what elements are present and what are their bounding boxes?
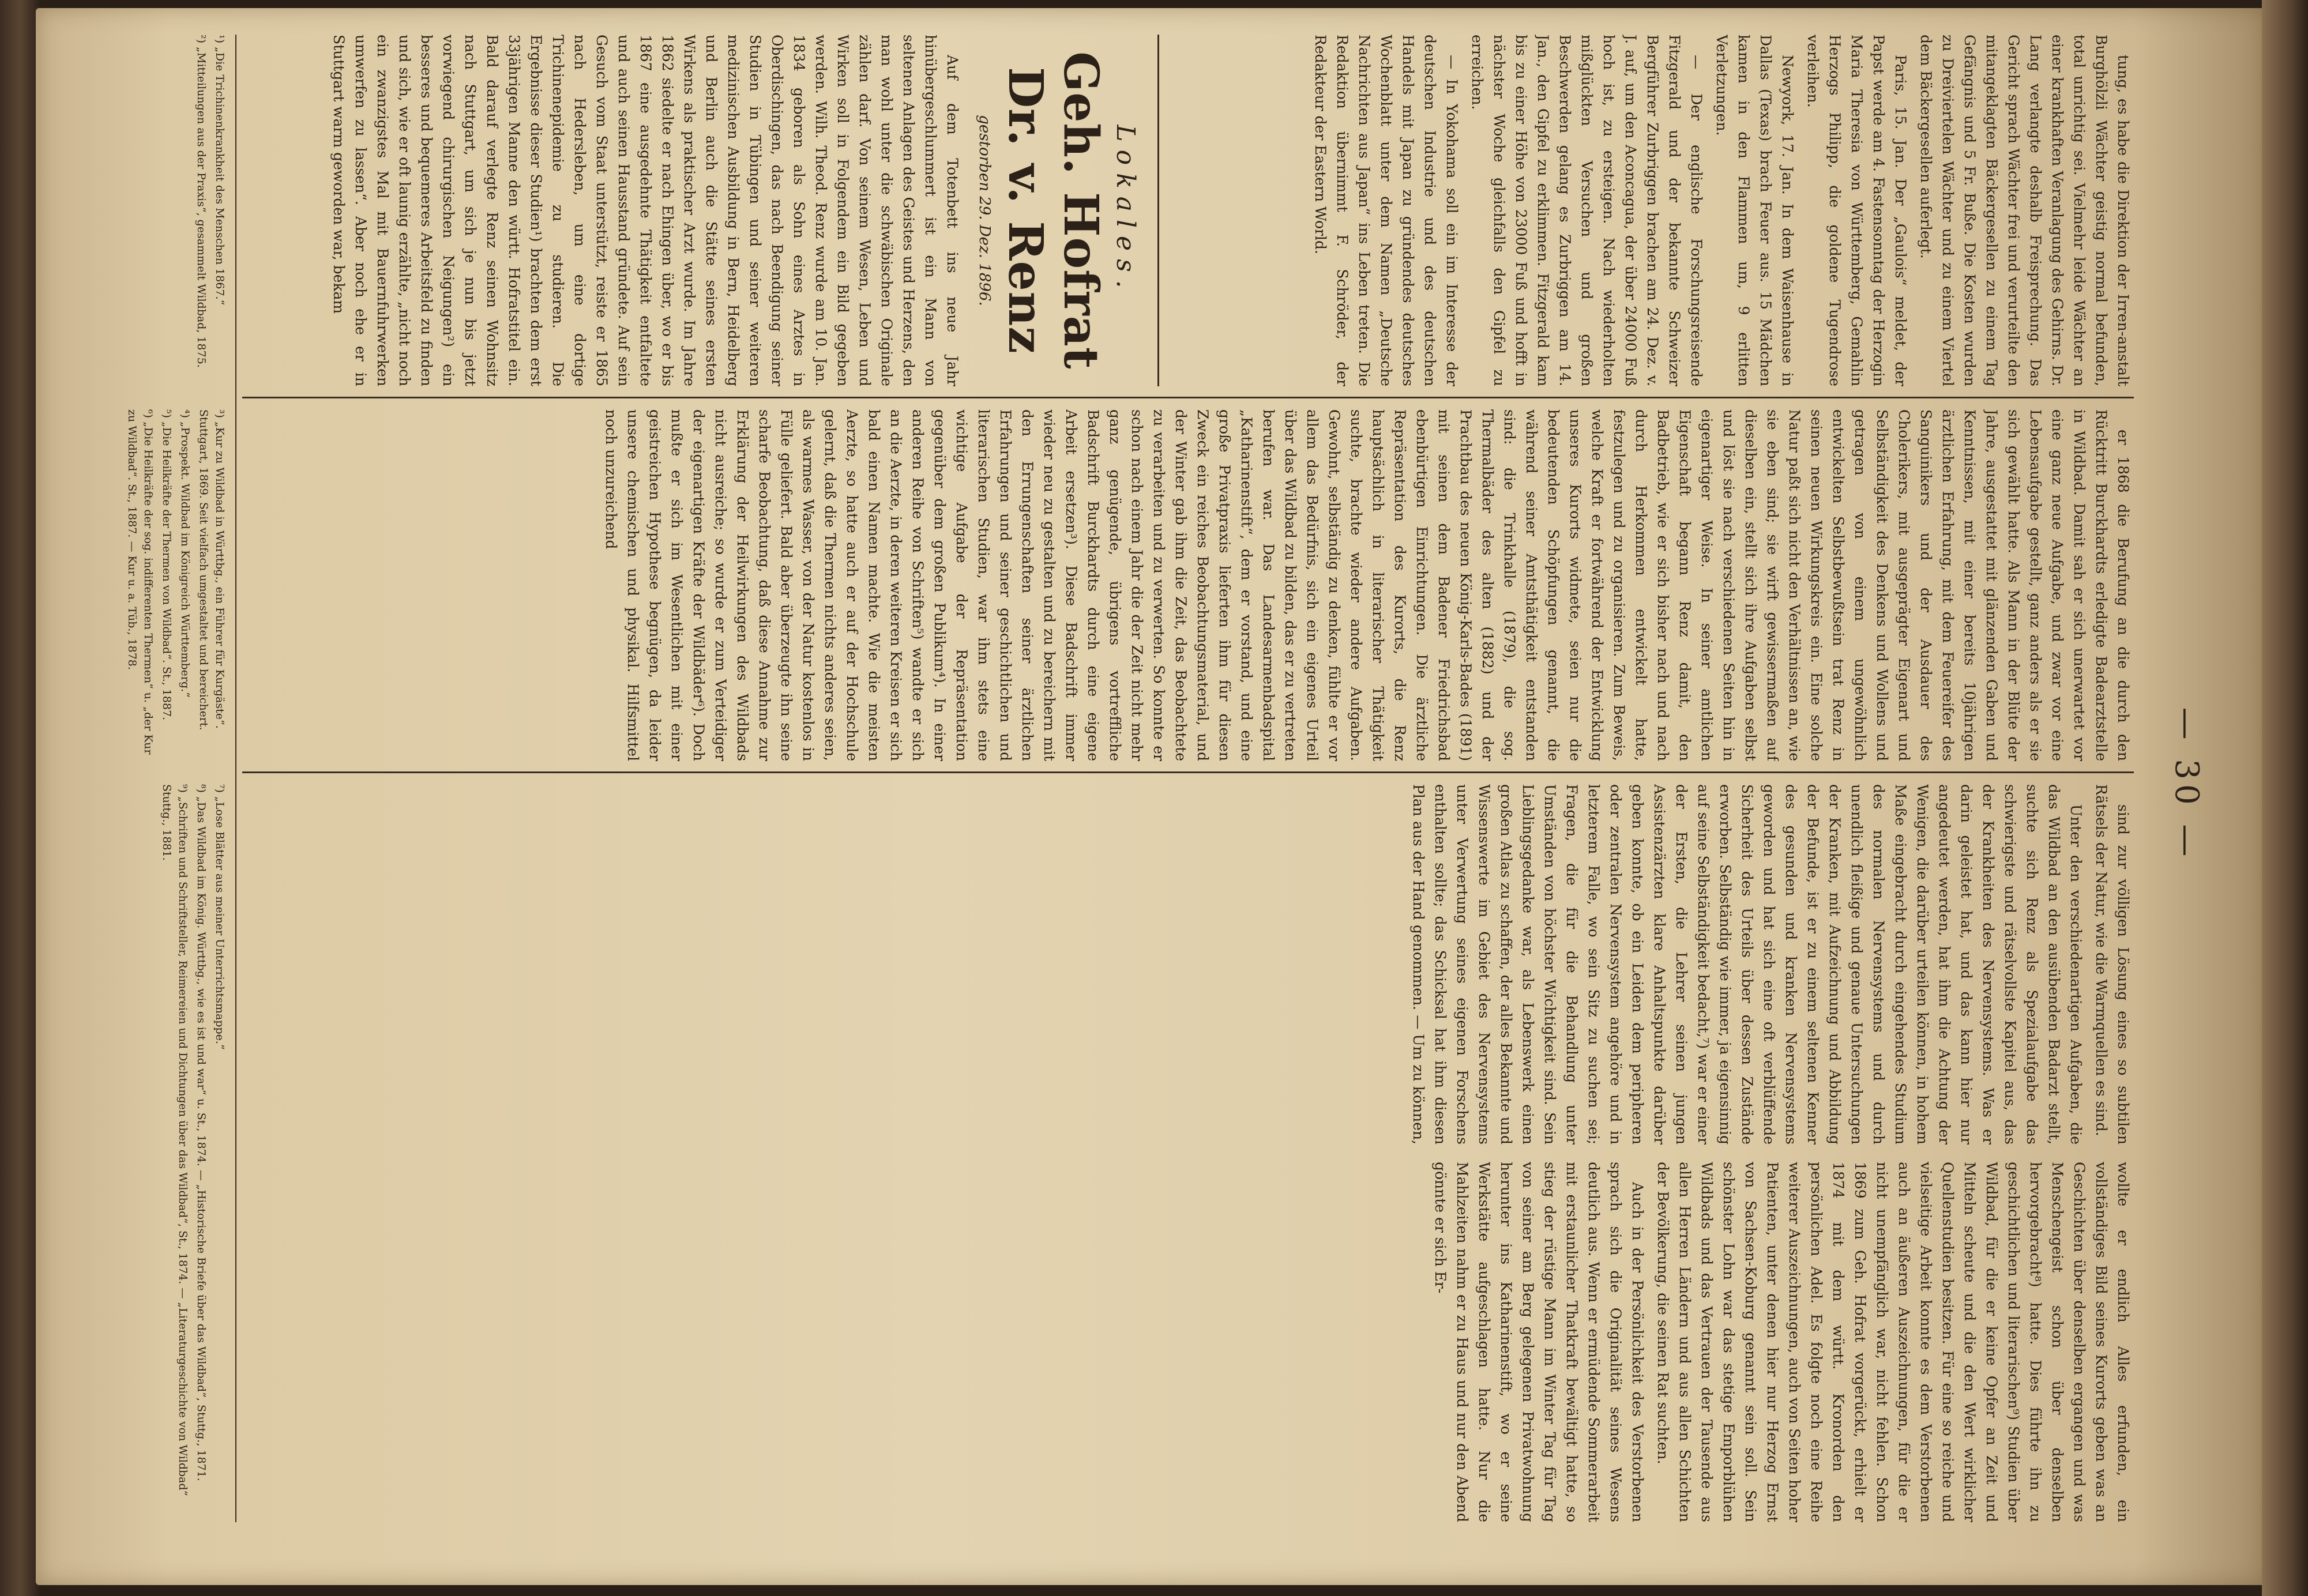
footnote: ⁹) „Schriften und Schriftsteller, Reimereien und Dichtungen über das Wildbad“, St., 1874. — „Literaturgeschichte von Wildbad“ Stuttg., 1881. (160, 784, 189, 1496)
column-rule-1 (242, 397, 2134, 398)
footnotes-right (156, 784, 228, 1522)
section-title: Lokales. (1111, 125, 1140, 296)
obituary-subline: gestorben 29. Dez. 1896. (976, 115, 993, 306)
footnote: ⁴) „Prospekt. Wildbad im Königreich Württemberg.“ (179, 409, 191, 698)
footnote: ⁵) „Die Heilkräfte der Thermen von Wildbad“. St., 1887. (160, 409, 173, 721)
footnote: ⁶) „Die Heilkräfte der sog. indifferenten Thermen“ u. „der Kur zu Wildbad“. St., 1887. — Kur u. a. Tüb., 1878. (126, 409, 155, 755)
paragraph: Unter den verschiedenartigen Aufgaben, die das Wildbad an den ausübenden Badarzt stellt, suchte sich Renz als Spezialaufgabe das schwierigste und rätselvollste Kapitel aus, das der Krankheiten des Nervensystems. Was er darin geleistet hat, und das kann hier nur angedeutet werden, hat ihm die Achtung der Wenigen, die darüber urteilen können, in hohem Maße eingebracht durch eingehendes Studium des normalen Nervensystems und durch unendlich fleißige und genaue Untersuchungen der Kranken, mit Aufzeichnung und Abbildung der Befunde, ist er zu einem seltenen Kenner des gesunden und kranken Nervensystems geworden und hat sich eine oft verblüffende Sicherheit des Urteils über dessen Zustände erworben. Selbständig wie immer, ja eigensinnig auf seine Selbständigkeit bedacht,⁷) war er einer der Ersten, die Lehrer seinen jungen Assistenzärzten klare Anhaltspunkte darüber geben konnte, ob ein Leiden dem peripheren oder zentralen Nervensystem angehöre und in letzterem Falle, wo sein Sitz zu suchen sei; Fragen, die für die Behandlung unter Umständen von höchster Wichtigkeit sind. Sein Lieblingsgedanke war, als Lebenswerk einen großen Atlas zu schaffen, der alles Bekannte und Wissenswerte im Gebiet des Nervensystems unter Verwertung seines eigenen Forschens enthalten sollte; das Schicksal hat ihm diesen Plan aus der Hand genommen. — Um zu können, wollte er endlich Alles erfunden, ein vollständiges Bild seines Kurorts geben was an Geschichten über denselben ergangen und was Menschengeist schon über denselben hervorgebracht⁸) hatte. Dies führte ihn zu geschichtlichen und literarischen⁹) Studien über Wildbad, für die er keine Opfer an Zeit und Mitteln scheute und die den Wert wirklicher Quellenstudien besitzen. Für eine so reiche und vielseitige Arbeit konnte es dem Verstorbenen auch an äußeren Auszeichnungen, für die er nicht unempfänglich war, nicht fehlen. Schon 1869 zum Geh. Hofrat vorgerückt, erhielt er 1874 mit dem württ. Kronorden den persönlichen Adel. Es folgte noch eine Reihe weiterer Auszeichnungen, auch von Seiten hoher Patienten, unter denen hier nur Herzog Ernst von Sachsen-Koburg genannt sein soll. Sein schönster Lohn war das stetige Emporblühen Wildbads und das Vertrauen der Tausende aus allen Herren Ländern und aus allen Schichten der Bevölkerung, die seinen Rat suchten. (1410, 784, 2132, 1522)
rotated-text-sheet (52, 12, 2220, 1557)
paragraph: sind zur völligen Lösung eines so subtilen Rätsels der Natur, wie die Warmquellen es sind. (2093, 784, 2132, 1145)
paragraph: tung, es habe die Direktion der Irren-anstalt Burghölzli Wächter geistig normal befunden, total unrichtig sei. Vielmehr leide Wächter an einer krankhaften Veranlagung des Gehirns. Dr. Lang verlangte deshalb Freisprechung. Das Gericht sprach Wächter frei und verurteilte den mitangeklagten Bäckergesellen zu einem Tag Gefängnis und 5 Fr. Buße. Die Kosten wurden zu Dreiviertelen Wächter und zu einem Viertel dem Bäckergesellen auferlegt. (1918, 35, 2132, 386)
paragraph: Newyork, 17. Jan. In dem Waisenhause in Dallas (Texas) brach Feuer aus. 15 Mädchen kamen in den Flammen um, 9 erlitten Verletzungen. (1713, 35, 1796, 386)
footnote: ³) „Kur zu Wildbad in Württbg., ein Führer für Kurgäste“. Stuttgart, 1869. Seit vielfach umgestaltet und bereichert. (197, 409, 226, 731)
book-binding (0, 0, 40, 1596)
footnote: ⁸) „Das Wildbad im König. Württbg., wie es ist und war“ u. St., 1874. — „Historische Briefe über das Wildbad“, Stuttg., 1871. (195, 784, 208, 1481)
footnote: ²) „Mitteilungen aus der Praxis“, gesammelt Wildbad, 1875. (195, 35, 208, 368)
paragraph: — In Yokohama soll ein im Interesse der deutschen Industrie und des deutschen Handels mit Japan zu gründendes deutsches Wochenblatt unter dem Namen „Deutsche Nachrichten aus Japan“ ins Leben treten. Die Redaktion übernimmt F. Schröder, der Redakteur der Eastern World. (1312, 35, 1460, 386)
footnotes-middle (122, 409, 228, 761)
footnotes-left (191, 35, 228, 386)
footnote: ⁷) „Lose Blätter aus meiner Unterrichtsmappe.“ (213, 784, 226, 1050)
column-4 (242, 784, 2134, 1522)
page-number: — 30 — (2168, 707, 2205, 861)
paragraph: Auf dem Totenbett ins neue Jahr hinübergeschlummert ist ein Mann von seltenen Anlagen des Geistes und Herzens, den man wohl unter die schwäbischen Originale zählen darf. Von seinem Wesen, Leben und Wirken soll in Folgendem ein Bild gegeben werden. Wilh. Theod. Renz wurde am 10. Jan. 1834 geboren als Sohn eines Arztes in Oberdischingen, das nach Beendigung seiner Studien in Tübingen und seiner weiteren medizinischen Ausbildung in Bern, Heidelberg und Berlin auch die Stätte seines ersten Wirkens als praktischer Arzt wurde. Im Jahre 1862 siedelte er nach Ehingen über, wo er bis 1867 eine ausgedehnte Thätigkeit entfaltete und auch seinen Hausstand gründete. Auf sein Gesuch vom Staat unterstützt, reiste er 1865 nach Hedersleben, um eine dortige Trichinenepidemie zu studieren. Die Ergebnisse dieser Studien¹) brachten dem erst 33jährigen Manne den württ. Hofratstitel ein. Bald darauf verlegte Renz seinen Wohnsitz nach Stuttgart, um sich je nun bis jetzt vorwiegend chirurgischen Neigungen²) ein besseres und bequemeres Arbeitsfeld zu finden und sich, wie er oft launig erzählte, „nicht noch ein zwanzigstes Mal mit Bauernfuhrwerken umwerfen zu lassen“. Aber noch ehe er in Stuttgart warm geworden war, bekam (330, 35, 961, 386)
column-3 (242, 409, 2134, 761)
footnote-rule (235, 35, 236, 1522)
column-rule-2 (242, 771, 2134, 773)
column-2 (283, 35, 1148, 386)
footnote: ¹) „Die Trichinenkrankheit des Menschen 1867.“ (213, 35, 226, 306)
paragraph: Auch in der Persönlichkeit des Verstorbenen sprach sich die Originalität seines Wesens deutlich aus. Wenn er ermüdende Sommerarbeit mit erstaunlicher Thatkraft bewältigt hatte, so stieg der rüstige Mann im Winter Tag für Tag von seiner am Berg gelegenen Privatwohnung herunter ins Katharinenstift, wo er seine Werkstätte aufgeschlagen hatte. Nur die Mahlzeiten nahm er zu Haus und nur den Abend gönnte er sich Er- (1432, 1162, 1646, 1522)
section-rule (1157, 35, 1159, 386)
column-1 (1165, 35, 2134, 386)
paragraph: — Der englische Forschungsreisende Fitzgerald und der bekannte Schweizer Bergführer Zurbriggen brachen am 24. Dez. v. J. auf, um den Aconcagua, der über 24000 Fuß hoch ist, zu ersteigen. Nach wiederholten mißglückten Versuchen und großen Beschwerden gelang es Zurbriggen am 14. Jan., den Gipfel zu erklimmen. Fitzgerald kam bis zu einer Höhe von 23000 Fuß und hofft in nächster Woche gleichfalls den Gipfel zu erreichen. (1469, 35, 1705, 386)
paragraph: Paris, 15. Jan. Der „Gaulois“ meldet, der Papst werde am 4. Fastensonntag der Herzogin Maria Theresia von Württemberg, Gemahlin Herzogs Philipp, die goldene Tugendrose verleihen. (1805, 35, 1909, 386)
paragraph: er 1868 die Berufung an die durch den Rücktritt Burckhardts erledigte Badearztstelle in Wildbad. Damit sah er sich unerwartet vor eine ganz neue Aufgabe, und zwar vor eine Lebensaufgabe gestellt, ganz anders als er sie sich gewählt hatte. Als Mann in der Blüte der Jahre, ausgestattet mit glänzenden Gaben und Kenntnissen, mit einer bereits 10jährigen ärztlichen Erfahrung, mit dem Feuereifer des Sanguinikers und der Ausdauer des Cholerikers, mit ausgeprägter Eigenart und Selbständigkeit des Denkens und Wollens und getragen von einem ungewöhnlich entwickelten Selbstbewußtsein trat Renz in seinen neuen Wirkungskreis ein. Eine solche Natur paßt sich nicht den Verhältnissen an, wie sie eben sind; sie wirft gewissermaßen auf dieselben ein, stellt sich ihre Aufgaben selbst und löst sie nach verschiedenen Seiten hin in eigenartiger Weise. In seiner amtlichen Eigenschaft begann Renz damit, den Badbetrieb, wie er sich bisher nach und nach durch Herkommen entwickelt hatte, festzulegen und zu organisieren. Zum Beweis, welche Kraft er fortwährend der Entwicklung unseres Kurorts widmete, seien nur die bedeutenden Schöpfungen genannt, die während seiner Amtsthätigkeit entstanden sind: die Trinkhalle (1879), die sog. Thermalbäder des alten (1882) und der Prachtbau des neuen König-Karls-Bades (1891) mit seinen dem Badener Friedrichsbad ebenbürtigen Einrichtungen. Die ärztliche Repräsentation des Kurorts, die Renz hauptsächlich in literarischer Thätigkeit suchte, brachte wieder andere Aufgaben. Gewohnt, selbständig zu denken, fühlte er vor allem das Bedürfnis, sich ein eigenes Urteil über das Wildbad zu bilden, das er zu vertreten berufen war. Das Landesarmenbadspital „Katharinenstift“, dem er vorstand, und eine große Privatpraxis lieferten ihm für diesen Zweck ein reiches Beobachtungsmaterial, und der Winter gab ihm die Zeit, das Beobachtete zu verarbeiten und zu verwerten. So konnte er schon nach einem Jahr die der Zeit nicht mehr ganz genügende, übrigens vortreffliche Badschrift Burckhardts durch eine eigene Arbeit ersetzen³). Diese Badschrift immer wieder neu zu gestalten und zu bereichern mit den Errungenschaften seiner ärztlichen Erfahrungen und seiner geschichtlichen und literarischen Studien, war ihm stets eine wichtige Aufgabe der Repräsentation gegenüber dem großen Publikum⁴). In einer anderen Reihe von Schriften⁵) wandte er sich an die Aerzte, in deren weiteren Kreisen er sich bald einen Namen machte. Wie die meisten Aerzte, so hatte auch er auf der Hochschule gelernt, daß die Thermen nichts anderes seien, als warmes Wasser, von der Natur kostenlos in Fülle geliefert. Bald aber überzeugte ihn seine scharfe Beobachtung, daß diese Annahme zur Erklärung der Heilwirkungen des Wildbads nicht ausreiche; so wurde er zum Verteidiger der eigenartigen Kräfte der Wildbäder⁶). Doch mußte er sich im Wesentlichen mit einer geistreichen Hypothese begnügen, da leider unsere chemischen und physikal. Hilfsmittel noch unzureichend (603, 409, 2132, 761)
page-edge (2262, 0, 2308, 1596)
obituary-headline: Geh. Hofrat Dr. v. Renz (998, 51, 1108, 370)
